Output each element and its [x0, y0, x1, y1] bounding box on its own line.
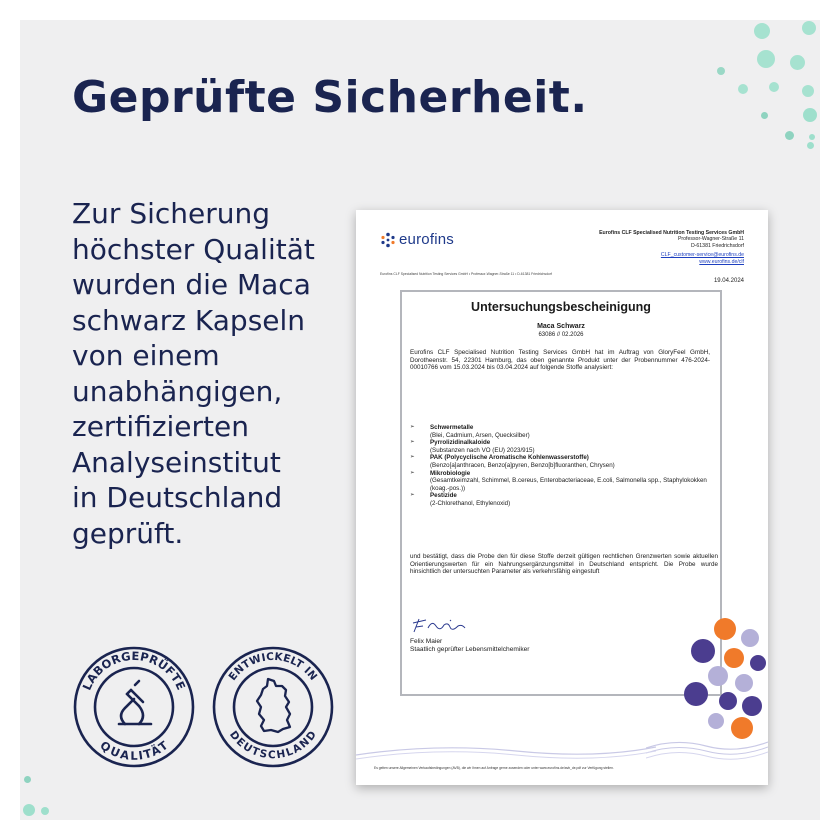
body-line: unabhängigen,: [72, 374, 283, 408]
lab-name: Eurofins CLF Specialised Nutrition Testing Services GmbH: [599, 230, 744, 236]
certificate-date: 19.04.2024: [713, 278, 744, 284]
decor-dot: [761, 112, 768, 119]
batch-number: 63086 // 02.2026: [538, 332, 584, 338]
badge-lab-top-text: LABORGEPRÜFTE: [79, 648, 189, 693]
body-copy: [72, 196, 352, 551]
list-item: ➢ Pyrrolizidinalkaloide: [410, 439, 491, 447]
analysis-list: [410, 424, 715, 508]
body-line: Analyseinstitut: [72, 445, 281, 479]
certificate-title: Untersuchungsbescheinigung: [471, 300, 651, 314]
decor-dot: [757, 50, 775, 68]
badge-made-in-germany: [212, 646, 334, 768]
decor-dot: [24, 776, 31, 783]
decor-dot: [802, 21, 816, 35]
decor-dot: [41, 807, 49, 815]
analysis-detail: (2-Chlorethanol, Ethylenoxid): [430, 499, 511, 507]
footer-terms: Es gelten unsere Allgemeinen Verkaufsbedingungen (AVB), die wir Ihnen auf Anfrage gerne zusenden oder unter www.eurofins.de/avb_de.pdf zur Verfügung stellen.: [374, 766, 614, 770]
lab-address: [599, 230, 744, 265]
canvas: [20, 20, 820, 820]
lab-email-link[interactable]: CLF_customer-service@eurofins.de: [660, 252, 744, 259]
decor-dot: [803, 108, 817, 122]
badge-germany-bottom-text: DEUTSCHLAND: [227, 728, 319, 762]
body-line: wurden die Maca: [72, 268, 311, 301]
analysis-name: Pestizide: [430, 492, 457, 500]
decor-dot: [769, 82, 779, 92]
list-item: ➢ PAK (Polycyclische Aromatische Kohlenwasserstoffe): [410, 454, 589, 462]
badge-lab-bottom-text: QUALITÄT: [97, 738, 171, 763]
body-line: Zur Sicherung: [72, 197, 271, 230]
sender-line: Eurofins CLF Specialised Nutrition Testing Services GmbH • Professor-Wagner-Straße 11 • D-61381 Friedrichsdorf: [380, 272, 552, 276]
analysis-detail: (Benzo[a]anthracen, Benzo[a]pyren, Benzo[b]fluoranthen, Chrysen): [430, 461, 615, 469]
body-line: zertifizierten: [72, 410, 249, 443]
decor-dot: [785, 131, 794, 140]
eurofins-logo: [380, 231, 454, 248]
body-line: in Deutschland: [72, 481, 283, 514]
analysis-detail: (Substanzen nach VO (EU) 2023/915): [430, 446, 535, 454]
product-name: Maca Schwarz: [537, 323, 585, 330]
lab-website-link[interactable]: www.eurofins.de/clf: [699, 258, 744, 265]
body-line: von einem: [72, 339, 220, 372]
analysis-name: Mikrobiologie: [430, 469, 471, 477]
analysis-name: Pyrrolizidinalkaloide: [430, 439, 491, 447]
list-item: ➢ Mikrobiologie: [410, 469, 471, 477]
list-item: ➢ Schwermetalle: [410, 424, 474, 431]
badge-germany-top-text: ENTWICKELT IN: [226, 650, 320, 683]
decor-dot: [717, 67, 725, 75]
decor-dot: [809, 134, 815, 140]
eurofins-logo-text: eurofins: [399, 231, 454, 248]
lab-city: D-61381 Friedrichsdorf: [690, 242, 744, 249]
body-line: höchster Qualität: [72, 232, 315, 266]
signer-title: Staatlich geprüfter Lebensmittelchemiker: [410, 646, 530, 654]
list-item: ➢ Pestizide: [410, 492, 457, 500]
analysis-detail: (Gesamtkeimzahl, Schimmel, B.cereus, Enterobacteriaceae, E.coli, Salmonella spp., Staphylokokken (koag.-pos.)): [430, 477, 707, 492]
headline: Geprüfte Sicherheit.: [72, 72, 588, 123]
closing-text: und bestätigt, dass die Probe den für diese Stoffe derzeit gültigen rechtlichen Grenzwerten sowie aktuellen Orientierungswerten für ein Nahrungsergänzungsmittel in Deutschland entspricht. Die Probe wurde hinsichtlich der untersuchten Parameter als verkehrsfähig eingestuft: [410, 553, 718, 576]
decor-dot: [790, 55, 805, 70]
intro-text: Eurofins CLF Specialised Nutrition Testing Services GmbH hat im Auftrag von GloryFeel GmbH, Dorotheenstr. 54, 22301 Hamburg, das oben genannte Produkt unter der Probennummer 476-2024-00010766 vom 15.03.2024 bis 03.04.2024 auf folgende Stoffe analysiert:: [410, 349, 710, 372]
badge-lab-tested: [73, 646, 195, 768]
footer-wave-lines: [356, 735, 656, 763]
body-line: geprüft.: [72, 516, 184, 550]
analysis-name: PAK (Polycyclische Aromatische Kohlenwasserstoffe): [430, 454, 589, 462]
signer-block: [410, 638, 529, 654]
microscope-icon: [119, 681, 151, 724]
eurofins-logo-icon: [380, 232, 396, 248]
analysis-detail: (Blei, Cadmium, Arsen, Quecksilber): [430, 431, 530, 439]
decor-dot: [802, 85, 814, 97]
decorative-circles-graphic: [646, 610, 768, 765]
certificate-document: [356, 210, 768, 785]
decor-dot: [738, 84, 748, 94]
signer-name: Felix Maier: [410, 638, 443, 645]
analysis-name: Schwermetalle: [430, 424, 474, 431]
signature: [410, 616, 490, 636]
decor-dot: [23, 804, 35, 816]
decor-dot: [754, 23, 770, 39]
lab-street: Professor-Wagner-Straße 11: [677, 236, 744, 243]
germany-map-icon: [257, 679, 290, 732]
body-line: schwarz Kapseln: [72, 303, 306, 337]
decor-dot: [807, 142, 814, 149]
